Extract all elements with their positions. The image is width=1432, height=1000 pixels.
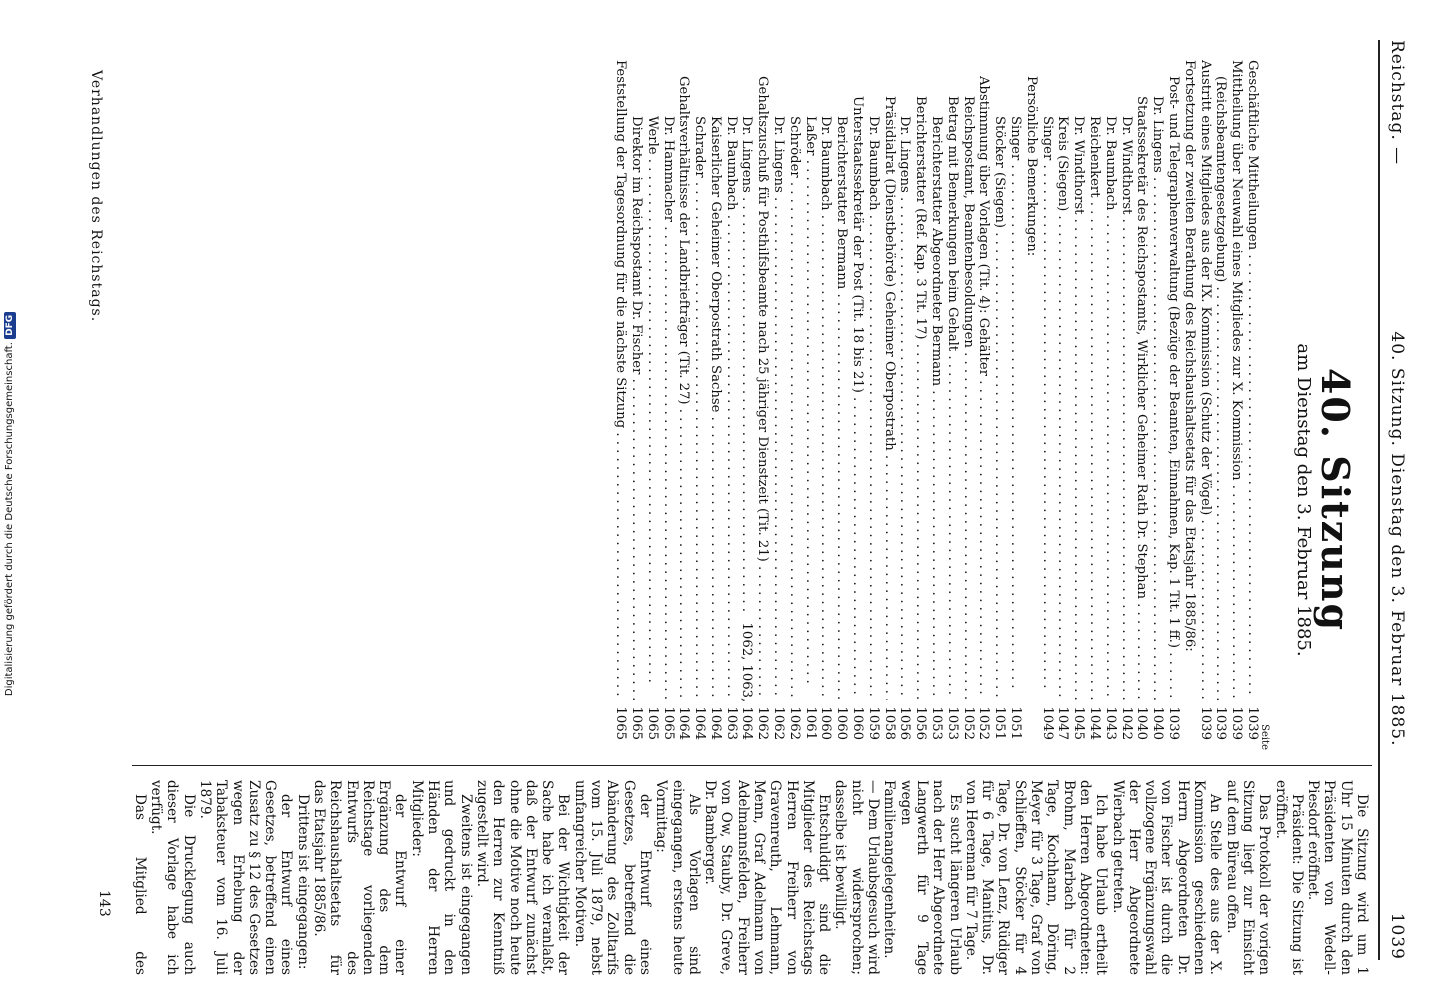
toc-entry xyxy=(1197,60,1213,740)
toc-entry-title: Dr. Windthorst . . . xyxy=(1070,116,1086,700)
toc-entry-title: Dr. Baumbach . . . xyxy=(1102,116,1118,700)
toc-entry-title: Dr. Lingens . . . xyxy=(1149,96,1165,700)
toc-entry-page: 1045 xyxy=(1071,706,1087,740)
footer-text: Digitalisierung gefördert durch die Deutsche Forschungsgemeinschaft. xyxy=(4,342,15,697)
toc-entry-title: Dr. Lingens . . . xyxy=(897,116,913,700)
toc-entry xyxy=(849,60,865,740)
toc-entry xyxy=(1118,60,1134,740)
toc-entry xyxy=(739,60,755,740)
toc-entry xyxy=(691,60,707,740)
toc-entry xyxy=(960,60,976,740)
running-head xyxy=(1380,40,1414,960)
toc-entry-page: 1065 xyxy=(644,706,660,740)
toc-entry-page: 1039 xyxy=(1166,706,1182,740)
body-paragraph: An Stelle des aus der X. Kommission geschiedenen Herrn Abgeordneten Dr. von Fischer ist durch die vollzogene Ergänzungswahl der Herr Abgeordnete Wierbach getreten. xyxy=(1109,780,1224,975)
toc-entry-title: Berichterstatter Abgeordneter Bermann . . . xyxy=(928,116,944,700)
toc-entry-title: Unterstaatssekretär der Post (Tit. 18 bis 21) . . . xyxy=(849,96,865,700)
toc-entry-title: Dr. Lingens . . . xyxy=(739,116,755,617)
toc-entry-title: Singer . . . xyxy=(1039,116,1055,700)
toc-entry-title: Werle . . . xyxy=(644,116,660,700)
toc-entry xyxy=(1228,60,1244,740)
body-paragraph: Die Drucklegung auch dieser Vorlage habe ich verfügt. xyxy=(148,780,197,975)
toc-entry xyxy=(991,60,1007,740)
toc-entry-title: (Reichsbeamtengesetzgebung) . . . xyxy=(1213,76,1229,700)
toc-entry xyxy=(755,60,771,740)
folio-number: 143 xyxy=(96,890,112,917)
verhandlungen-note: Verhandlungen des Reichstags. xyxy=(88,70,104,323)
toc-entry-page: 1065 xyxy=(628,706,644,740)
toc-entry-page: 1039 xyxy=(1245,706,1260,740)
toc-entry-title: Austritt eines Mitgliedes aus der IX. Kommission (Schutz der Vögel) . . . xyxy=(1197,60,1213,700)
toc-entry-page: 1060 xyxy=(834,706,850,740)
toc-entry-title: Schrader . . . xyxy=(691,116,707,700)
toc-entry-title: Dr. Lingens . . . xyxy=(770,116,786,700)
toc-entry-page: 1063 xyxy=(723,706,739,740)
toc-entry-title: Gehaltszuschuß für Posthilfsbeamte nach 25 jähriger Dienstzeit (Tit. 21) . . . xyxy=(755,76,771,700)
table-of-contents xyxy=(612,60,1260,740)
toc-entry-page: 1061 xyxy=(802,706,818,740)
toc-entry-page: 1062 xyxy=(755,706,771,740)
toc-entry-page: 1056 xyxy=(897,706,913,740)
toc-entry-page: 1053 xyxy=(944,706,960,740)
toc-entry-title: Feststellung der Tagesordnung für die nächste Sitzung . . . xyxy=(612,60,628,700)
toc-entry-title: Geschäftliche Mittheilungen . . . xyxy=(1244,60,1260,700)
body-paragraph: Entschuldigt sind die Mitglieder des Reichstags Herren Freiherr von Gravenreuth, Lehmann, Menn, Graf Adelmann von Adelmannsfelden, Freiherr von Ow, Stauby, Dr. Greve, Dr. Bamberger. xyxy=(702,780,833,975)
toc-entry-page: 1062 xyxy=(771,706,787,740)
body-paragraph: Als Vorlagen sind eingegangen, erstens heute Vormittag: xyxy=(653,780,702,975)
column-rule xyxy=(132,765,1372,766)
toc-entry xyxy=(1070,60,1086,740)
toc-entry-page: 1040 xyxy=(1134,706,1150,740)
toc-entry-page: 1044 xyxy=(1087,706,1103,740)
toc-entry-page: 1062 xyxy=(786,706,802,740)
toc-entry xyxy=(1244,60,1260,740)
toc-entry xyxy=(1023,60,1039,740)
running-head-page: 1039 xyxy=(1387,912,1407,960)
toc-entry-title: Direktor im Reichspostamt Dr. Fischer . . . xyxy=(628,116,644,700)
toc-entry-page: 1056 xyxy=(913,706,929,740)
toc-entry xyxy=(865,60,881,740)
toc-entry-page: 1060 xyxy=(850,706,866,740)
running-head-center: 40. Sitzung. Dienstag den 3. Februar 1885. xyxy=(1387,331,1407,747)
toc-entry xyxy=(976,60,992,740)
toc-entry-page: 1051 xyxy=(1008,706,1024,740)
body-paragraph: Die Sitzung wird um 1 Uhr 15 Minuten durch den Präsidenten von Wedell-Piesdorf eröffnet. xyxy=(1305,780,1370,975)
body-paragraph: Zweitens ist eingegangen und gedruckt in den Händen der Herren Mitglieder: xyxy=(408,780,474,975)
body-paragraph: Das Protokoll der vorigen Sitzung liegt zur Einsicht auf dem Büreau offen. xyxy=(1223,780,1273,975)
toc-entry xyxy=(1086,60,1102,740)
toc-entry-page: 1040 xyxy=(1150,706,1166,740)
toc-entry-title: Abstimmung über Vorlagen (Tit. 4): Gehälter . . . xyxy=(976,76,992,700)
toc-entry xyxy=(818,60,834,740)
toc-entry-title: Berichterstatter (Ref. Kap. 3 Tit. 17) . . . xyxy=(912,96,928,700)
toc-entry-title: Dr. Baumbach . . . xyxy=(865,116,881,700)
toc-entry xyxy=(897,60,913,740)
toc-entry xyxy=(1134,60,1150,740)
toc-entry xyxy=(770,60,786,740)
toc-entry xyxy=(1039,60,1055,740)
toc-entry xyxy=(660,60,676,740)
toc-entry xyxy=(707,60,723,740)
toc-entry-title: Singer . . . xyxy=(1007,116,1023,700)
toc-entry-page: 1064 xyxy=(692,706,708,740)
seite-label: Seite xyxy=(1259,724,1270,750)
toc-entry-page: 1062, 1063, 1064 xyxy=(739,622,755,740)
toc-entry xyxy=(612,60,628,740)
toc-entry xyxy=(1165,60,1181,740)
toc-entry xyxy=(628,60,644,740)
toc-entry-title: Fortsetzung der zweiten Berathung des Reichshaushaltsetats für das Etatsjahr 1885/86: xyxy=(1181,60,1197,652)
toc-entry-page: 1039 xyxy=(1213,706,1229,740)
toc-entry-page: 1064 xyxy=(707,706,723,740)
toc-entry-page: 1059 xyxy=(865,706,881,740)
dfg-footer xyxy=(0,0,22,1000)
running-head-left: Reichstag. — xyxy=(1387,40,1407,166)
body-column xyxy=(130,780,1370,975)
toc-entry-title: Betrag mit Bemerkungen beim Gehalt . . . xyxy=(944,96,960,700)
toc-entry-title: Berichterstatter Bermann . . . xyxy=(833,116,849,700)
toc-entry xyxy=(833,60,849,740)
toc-entry xyxy=(1149,60,1165,740)
toc-entry-title: Post- und Telegraphenverwaltung (Bezüge der Beamten, Einnahmen, Kap. 1 Tit. 1 ff.) . . . xyxy=(1165,76,1181,700)
toc-entry-title: Präsidialrat (Dienstbehörde) Geheimer Oberpostrath . . . xyxy=(881,96,897,700)
toc-entry-page: 1039 xyxy=(1229,706,1245,740)
toc-entry-title: Gehaltsverhältnisse der Landbriefträger (Tit. 27) . . . xyxy=(676,76,692,700)
toc-entry-page xyxy=(1023,734,1039,740)
toc-entry xyxy=(723,60,739,740)
toc-entry xyxy=(786,60,802,740)
toc-entry-title: Dr. Hammacher . . . xyxy=(660,116,676,700)
toc-entry xyxy=(676,60,692,740)
toc-entry-page: 1053 xyxy=(929,706,945,740)
toc-entry-title: Kaiserlicher Geheimer Oberpostrath Sachse . . . xyxy=(707,116,723,700)
toc-entry-page: 1060 xyxy=(818,706,834,740)
dfg-logo: DFG xyxy=(4,312,16,339)
toc-entry-title: Mittheilung über Neuwahl eines Mitgliedes zur X. Kommission . . . xyxy=(1228,60,1244,700)
body-paragraph: der Entwurf eines Gesetzes, betreffend die Abänderung des Zolltarifs vom 15. Juli 1879, nebst umfangreicher Motiven. xyxy=(571,780,653,975)
toc-entry-page: 1052 xyxy=(976,706,992,740)
toc-entry xyxy=(1007,60,1023,740)
toc-entry-title: Staatssekretär des Reichspostamts, Wirklicher Geheimer Rath Dr. Stephan . . . xyxy=(1134,96,1150,700)
toc-entry-page: 1065 xyxy=(660,706,676,740)
toc-entry xyxy=(802,60,818,740)
toc-entry-title: Persönliche Bemerkungen: xyxy=(1023,76,1039,257)
toc-entry xyxy=(1055,60,1071,740)
toc-entry xyxy=(881,60,897,740)
toc-entry-title: Reichspostamt, Beamtenbesoldungen . . . xyxy=(960,96,976,700)
toc-entry xyxy=(1213,60,1229,740)
toc-entry xyxy=(1181,60,1197,740)
body-paragraph: der Entwurf einer Ergänzung des dem Reichstage vorliegenden Entwurfs des Reichshaushaltsetats für das Etatsjahr 1885/86. xyxy=(311,780,409,975)
toc-entry-page: 1043 xyxy=(1102,706,1118,740)
toc-entry xyxy=(912,60,928,740)
toc-entry xyxy=(1102,60,1118,740)
toc-entry-page xyxy=(1181,734,1197,740)
toc-entry-page: 1051 xyxy=(992,706,1008,740)
session-title: 40. Sitzung xyxy=(1313,367,1358,633)
toc-entry-title: Dr. Windthorst . . . xyxy=(1118,116,1134,700)
toc-entry-page: 1065 xyxy=(613,706,629,740)
toc-entry xyxy=(928,60,944,740)
toc-entry-page: 1052 xyxy=(960,706,976,740)
body-paragraph: Ich habe Urlaub ertheilt den Herren Abgeordneten: Brohm, Marbach für 2 Tage, Kochhann, Döring, Meyer für 3 Tage, Graf von Schlieffen, Stöcker für 4 Tage, Dr. von Lenz, Rüdiger für 6 Tage, Manitius, Dr. von Heereman für 7 Tage. xyxy=(962,780,1110,975)
toc-entry-title: Dr. Baumbach . . . xyxy=(818,116,834,700)
toc-entry-title: Laßer . . . xyxy=(802,116,818,700)
body-paragraph: der Entwurf eines Gesetzes, betreffend einen Zusatz zu § 12 des Gesetzes wegen Erhebung der Tabaksteuer vom 16. Juli 1879. xyxy=(196,780,295,975)
toc-entry-page: 1058 xyxy=(881,706,897,740)
body-paragraph: Präsident: Die Sitzung ist eröffnet. xyxy=(1272,780,1305,975)
body-paragraph: Das Mitglied des xyxy=(131,794,148,975)
toc-entry-page: 1047 xyxy=(1055,706,1071,740)
toc-entry-title: Schröder . . . xyxy=(786,116,802,700)
toc-entry-page: 1064 xyxy=(676,706,692,740)
body-paragraph: Es sucht längeren Urlaub nach der Herr Abgeordnete Langwerth für 9 Tage wegen Familienangelegenheiten. — Dem Urlaubsgesuch wird nicht widersprochen; dasselbe ist bewilligt. xyxy=(832,780,963,975)
toc-entry-title: Stöcker (Siegen) . . . xyxy=(991,116,1007,700)
toc-entry xyxy=(944,60,960,740)
toc-entry xyxy=(644,60,660,740)
body-paragraph: Bei der Wichtigkeit der Sache habe ich veranlaßt, daß der Entwurf zunächst ohne die Motive noch heute den Herren zur Kenntniß zugestellt wird. xyxy=(473,780,572,975)
toc-entry-page: 1042 xyxy=(1118,706,1134,740)
toc-entry-title: Dr. Baumbach . . . xyxy=(723,116,739,700)
toc-entry-page: 1049 xyxy=(1039,706,1055,740)
toc-entry-title: Reichenkert . . . xyxy=(1086,116,1102,700)
body-paragraph: Drittens ist eingegangen: xyxy=(294,794,311,970)
toc-entry-page: 1039 xyxy=(1197,706,1213,740)
toc-entry-title: Kreis (Siegen) . . . xyxy=(1055,116,1071,700)
session-date: am Dienstag den 3. Februar 1885. xyxy=(1293,343,1314,657)
